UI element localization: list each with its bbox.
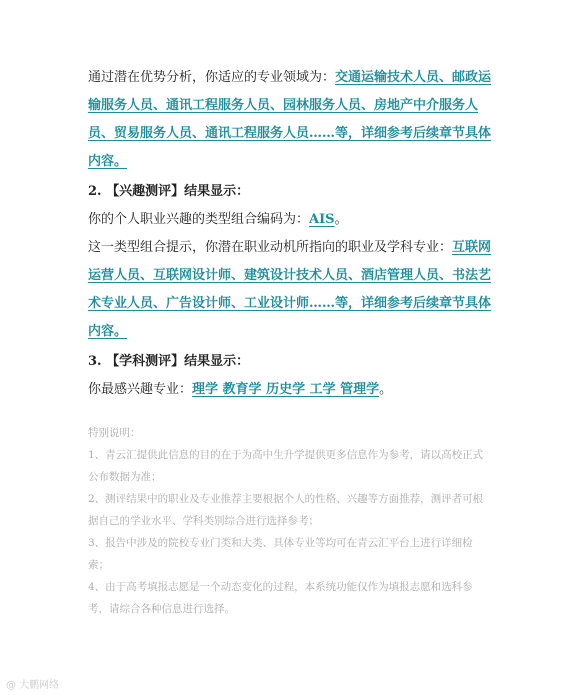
special-notes	[88, 422, 493, 620]
report-page	[88, 64, 493, 620]
subject-tail: 。	[379, 382, 393, 397]
interest-code-line	[88, 206, 493, 234]
potential-paragraph	[88, 64, 493, 176]
note-item: 1、青云汇提供此信息的目的在于为高中生升学提供更多信息作为参考，请以高校正式公布数据为准；	[88, 449, 484, 483]
interest-careers-lead: 这一类型组合提示，你潜在职业动机所指向的职业及学科专业：	[88, 240, 453, 255]
subject-line	[88, 376, 493, 404]
potential-fields: 交通运输技术人员、邮政运输服务人员、通讯工程服务人员、园林服务人员、房地产中介服务人员、贸易服务人员、通讯工程服务人员……等，详细参考后续章节具体内容。	[88, 70, 492, 169]
potential-lead: 通过潜在优势分析，你适应的专业领域为：	[88, 70, 336, 85]
interest-code-lead: 你的个人职业兴趣的类型组合编码为：	[88, 212, 310, 227]
watermark: @ 大鹏网络	[6, 680, 60, 691]
subject-majors: 理学 教育学 历史学 工学 管理学	[192, 382, 380, 397]
interest-careers-paragraph	[88, 234, 493, 346]
notes-title: 特别说明：	[88, 427, 141, 439]
note-item: 2、测评结果中的职业及专业推荐主要根据个人的性格、兴趣等方面推荐，测评者可根据自己的学业水平、学科类别综合进行选择参考；	[88, 493, 484, 527]
interest-code: AIS	[309, 212, 335, 227]
interest-careers: 互联网运营人员、互联网设计师、建筑设计技术人员、酒店管理人员、书法艺术专业人员、广告设计师、工业设计师……等，详细参考后续章节具体内容。	[88, 240, 492, 339]
interest-code-tail: 。	[334, 212, 348, 227]
subject-lead: 你最感兴趣专业：	[88, 382, 193, 397]
note-item: 3、报告中涉及的院校专业门类和大类、具体专业等均可在青云汇平台上进行详细检索；	[88, 537, 473, 571]
subject-heading: 3. 【学科测评】结果显示：	[88, 354, 250, 369]
interest-heading: 2. 【兴趣测评】结果显示：	[88, 184, 250, 199]
note-item: 4、由于高考填报志愿是一个动态变化的过程，本系统功能仅作为填报志愿和选科参考，请综合各种信息进行选择。	[88, 581, 473, 615]
